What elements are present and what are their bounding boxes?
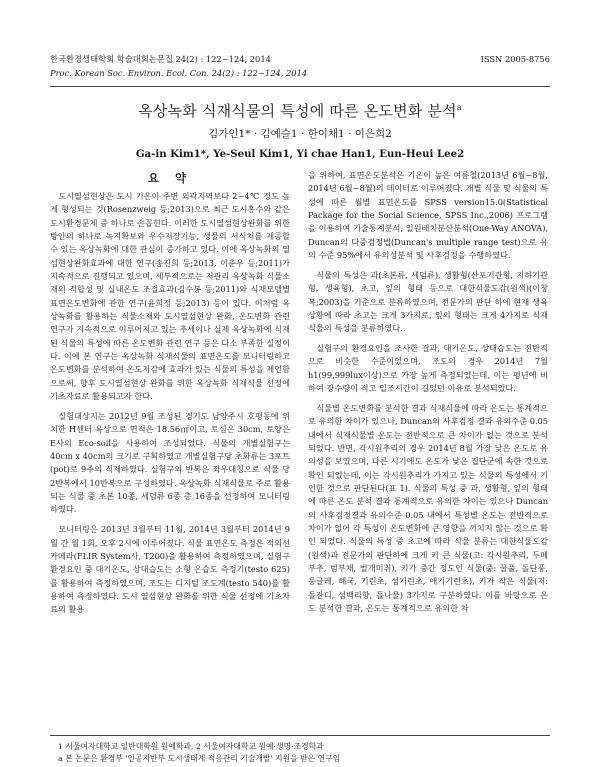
journal-header [50,52,550,80]
body-paragraph: 실험대상지는 2012년 9월 조성된 경기도 남양주시 호평동에 위치한 H센터 옥상으로 면적은 18.56㎡이고, 토심은 30cm, 토양은 E사의 Eco-soil을 사용하여 조성되었다. 식물의 개별실험구는 40cm x 40cm의 크기로 구획하였고 개별실험구당 초화류는 3포트(pot)로 9주의 식재하였다. 실험구의 반복은 좌우대칭으로 식물 당 2반복에서 10반복으로 구성하였다. 옥상녹화 식재식물로 주로 활용되는 식물 중 초본 10종, 세덤류 6종 총 16종을 선정하여 모니터링하였다. [50,411,290,515]
body-paragraph: 도시열섬현상은 도시 기온이 주변 외곽지역보다 2~4℃ 정도 높게 형성되는 것(Rosenzweig 등;2013)으로 최근 도시홍수와 같은 도시환경문제 중 하나로 손꼽힌다. 이러한 도시열섬현상완화를 위한 방안의 하나로 녹지확보와 우수저장기능, 생물의 서식처를 제공할 수 있는 옥상녹화에 대한 관심이 증가하고 있다. 이에 옥상녹화의 열섬현상완화효과에 대한 연구(송진희 등;2013, 이춘우 등;2011)가 지속적으로 진행되고 있으며, 세부적으로는 저관리 옥상녹화 식물소재의 적합성 및 실내온도 조절효과(김수봉 등;2011)와 식재모델별 표면온도변화에 관한 연구(윤희정 등;2013) 등이 있다. 이처럼 옥상녹화를 활용하는 식물소재와 도시열섬현상 완화, 온도변화 관련 연구가 지속적으로 이루어지고 있는 추세이나 실제 옥상녹화에 식재된 식물의 특성에 따른 온도변화 관련 연구 등은 다소 부족한 실정이다. 이에 본 연구는 옥상녹화 식재식물의 표면온도를 모니터링하고 온도변화를 분석하여 온도저감에 효과가 있는 식물의 특성을 제언함으로써, 향후 도시열섬현상 완화를 위한 옥상녹화 식재식물 선정에 기초자료로 활용되고자 한다. [50,191,290,402]
left-column [50,190,290,617]
body-paragraph: 식물의 특성은 과(초본류, 세덤류), 생활형(산포기관형, 지하기관형, 생육형), 초고, 잎의 형태 등으로 대한식물도감(원색)(이창복;2003)을 기준으로 분류하였으며, 전문가의 판단 하에 현재 생육 상황에 따라 초고는 크게 3가지로, 잎의 형태는 크게 4가지로 식재식물의 특성을 분류하였다. [308,269,548,334]
authors-korean: 김가인1* · 김예슬1 · 한이채1 · 이은희2 [208,128,392,140]
journal-citation-english: Proc. Korean Soc. Environ. Ecol. Con. 24(2) : 122~124, 2014 [50,68,308,78]
title-footnote-mark: a [456,103,462,112]
paper-title-text: 옥상녹화 식재식물의 특성에 따른 온도변화 분석 [138,102,457,120]
authors-english: Ga-in Kim1*, Ye-Seul Kim1, Yi chae Han1, Eun-Heui Lee2 [135,148,465,160]
right-column [308,169,548,616]
footnote-rule [50,735,550,736]
header-rule [50,86,550,87]
issn: ISSN 2005-8756 [480,54,550,64]
footnote-funding: a 본 논문은 환경부 '인공지반부 도시생태계 적응관리 기술개발' 지원을 받은 연구임 [58,754,341,763]
paper-title [50,100,550,121]
body-paragraph: 식물별 온도변화를 분석한 결과 식재식물에 따라 온도는 통계적으로 유의한 차이가 있으나, Duncan의 사후검정 결과 유의수준 0.05 내에서 식재식물별 온도는 전반적으로 큰 차이가 없는 것으로 분석되었다. 반면, 각시원추리의 경우 2014년 8월 가장 낮은 온도로 유의성을 보였으며, 다른 시기에도 온도가 낮은 집단군에 속한 것으로 확인 되었는데, 이는 각시원추리가 가지고 있는 식물의 특성에서 기인한 것으로 판단된다(표 1). 식물의 특성 중 과, 생활형, 잎의 형태에 따른 온도 분석 결과 통계적으로 유의한 차이는 있으나 Duncan의 사후검정결과 유의수준 0.05 내에서 특성별 온도는 전반적으로 차이가 없어 각 특성이 온도변화에 큰 영향을 끼치지 않는 것으로 확인 되었다. 식물의 특성 중 초고에 따라 식물 분류는 대한식물도감(원색)과 전문가의 판단하에 크게 키 큰 식물(고: 각시원추리, 두메부추, 범부채, 벌개미취), 키가 중간 정도인 식물(중: 꿀풀, 돌단풍, 둥글레, 해국, 기린초, 섬기린초, 애기기린초), 키가 작은 식물(저: 돌잔디, 섬백리향, 돌나물) 3가지로 구분하였다. 이를 바탕으로 온도 분석한 결과, 온도는 통계적으로 유의한 차 [308,403,548,614]
abstract-heading: 요 약 [147,171,193,185]
body-paragraph: 을 위하여, 표면온도분석은 기온이 높은 여름철(2013년 6월~8월, 2014년 6월~8월)의 데이터로 이루어졌다. 개별 식물 및 식물의 특성에 따른 월별 표면온도를 SPSS version15.0(Statistical Package for the Social Science, SPSS Inc.,2006) 프로그램을 이용하여 기술통계분석, 일원배치분산분석(One-Way ANOVA), Duncan의 다중검정법(Duncan's multiple range test)으로 유의 수준 95%에서 유의성분석 및 사후검정을 수행하였다. [308,170,548,261]
body-paragraph: 모니터링은 2013년 3월부터 11월, 2014년 3월부터 2014년 9월 간 월 1회, 오후 2시에 이루어졌다. 식물 표면온도 측정은 적외선카메라(FLIR System사, T200)을 활용하여 측정하였으며, 실험구 환경요인 중 대기온도, 상대습도는 소형 온습도 측정기(testo 625)를 활용하여 측정하였으며, 조도는 디지털 조도계(testo 540)를 활용하여 측정하였다. 도시 열섬현상 완화를 위한 식물 선정에 기초자료의 활용 [50,524,290,615]
journal-citation-korean: 한국환경생태학회 학술대회논문집 24(2) : 122~124, 2014 [50,54,271,64]
body-paragraph: 실험구의 환경요인을 조사한 결과, 대기온도, 상대습도는 전반적으로 비슷한 수준이었으며, 조도의 경우 2014년 7월 h1(99,999lux이상)으로 가장 높게 측정되었는데, 이는 평년에 비하여 강수량이 적고 일조시간이 길었던 이유로 분석되었다. [308,343,548,394]
footnote-affiliations: 1 서울여자대학교 일반대학원 원예학과, 2 서울여자대학교 원예·생명·조경학과 [58,742,324,751]
